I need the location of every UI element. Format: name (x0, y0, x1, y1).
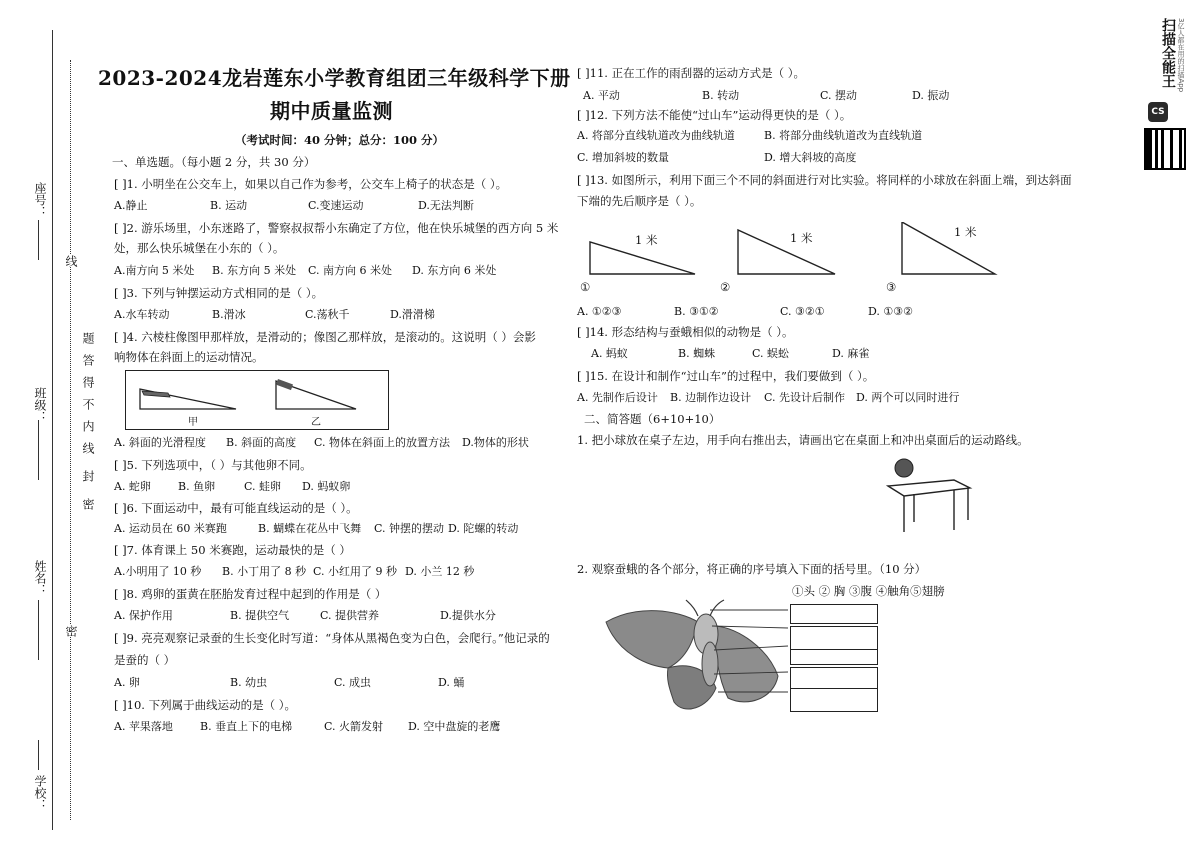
warn-char-3: 得 (81, 376, 95, 388)
question-9-option-a: A. 卵 (114, 676, 140, 689)
ramp-yi (276, 379, 356, 409)
question-8-option-b: B. 提供空气 (230, 609, 290, 622)
question-3-option-d: D.滑滑梯 (390, 308, 435, 321)
question-4-option-b: B. 斜面的高度 (226, 436, 297, 449)
seat-label: 座号： (33, 182, 47, 218)
question-5-option-d: D. 蚂蚁卵 (302, 480, 351, 493)
question-12-option-a: A. 将部分直线轨道改为曲线轨道 (577, 129, 735, 142)
section-2-heading: 二、简答题（6+10+10） (584, 412, 721, 426)
warn-char-8: 密 (81, 498, 95, 510)
name-underline (38, 600, 40, 660)
question-11-option-a: A. 平动 (583, 89, 620, 102)
question-10-stem: [ ]10. 下列属于曲线运动的是（ ）。 (114, 698, 296, 712)
question-2-option-a: A.南方向 5 米处 (114, 264, 195, 277)
answer-box-1[interactable] (790, 604, 878, 624)
question-1-option-a: A.静止 (114, 199, 148, 212)
question-11-option-d: D. 振动 (912, 89, 950, 102)
question-9-stem: [ ]9. 亮亮观察记录蚕的生长变化时写道：“身体从黑褐色变为白色，会爬行。”他记录的 (114, 631, 550, 645)
question-1-stem: [ ]1. 小明坐在公交车上，如果以自己作为参考，公交车上椅子的状态是（ ）。 (114, 177, 508, 191)
question-10-option-b: B. 垂直上下的电梯 (200, 720, 293, 733)
warn-char-6: 线 (81, 442, 95, 454)
question-3-option-b: B.滑冰 (212, 308, 246, 321)
watermark-title: 扫描全能王 (1160, 18, 1176, 88)
slope-3 (902, 222, 995, 274)
question-10-option-a: A. 苹果落地 (114, 720, 173, 733)
slope-2 (738, 230, 835, 274)
question-2-stem-cont: 处，那么快乐城堡在小东的（ ）。 (114, 241, 285, 255)
question-7-option-c: C. 小红用了 9 秒 (313, 565, 398, 578)
question-1-option-d: D.无法判断 (418, 199, 474, 212)
warn-char-4: 不 (81, 398, 95, 410)
slope-2-length: 1 米 (790, 231, 813, 245)
silkmoth-parts-legend: ①头 ② 胸 ③腹 ④触角⑤翅膀 (792, 584, 945, 598)
question-14-stem: [ ]14. 形态结构与蚕蛾相似的动物是（ ）。 (577, 325, 794, 339)
question-12-option-b: B. 将部分曲线轨道改为直线轨道 (764, 129, 923, 142)
question-7-option-d: D. 小兰 12 秒 (405, 565, 475, 578)
question-4-stem-cont: 响物体在斜面上的运动情况。 (114, 350, 264, 364)
question-7-option-a: A.小明用了 10 秒 (114, 565, 202, 578)
question-3-option-a: A.水车转动 (114, 308, 170, 321)
warn-char-5: 内 (81, 420, 95, 432)
warn-char-2: 答 (81, 354, 95, 366)
question-6-option-a: A. 运动员在 60 米赛跑 (114, 522, 227, 535)
question-6-option-c: C. 钟摆的摆动 (374, 522, 445, 535)
ramp-jia (140, 389, 236, 409)
class-underline (38, 420, 40, 480)
question-13-option-c: C. ③②① (780, 305, 825, 318)
slope-3-length: 1 米 (954, 225, 977, 239)
slope-1-number: ① (580, 280, 591, 294)
question-15-option-d: D. 两个可以同时进行 (856, 391, 960, 404)
question-11-option-c: C. 摆动 (820, 89, 858, 102)
question-7-option-b: B. 小丁用了 8 秒 (222, 565, 307, 578)
question-14-option-c: C. 蜈蚣 (752, 347, 790, 360)
slopes-figure (580, 222, 1010, 298)
question-15-option-b: B. 边制作边设计 (670, 391, 752, 404)
answer-box-4[interactable] (790, 667, 878, 689)
exam-title-line2: 期中质量监测 (270, 99, 393, 123)
margin-line-char: 线 (64, 255, 78, 267)
question-6-option-d: D. 陀螺的转动 (448, 522, 519, 535)
question-4-figure (125, 370, 389, 430)
question-12-stem: [ ]12. 下列方法不能使“过山车”运动得更快的是（ ）。 (577, 108, 852, 122)
margin-line-outer (52, 30, 54, 830)
question-9-option-d: D. 蛹 (438, 676, 465, 689)
class-label: 班级： (33, 387, 47, 423)
question-7-stem: [ ]7. 体育课上 50 米赛跑，运动最快的是（ ） (114, 543, 351, 557)
watermark-subtitle: 3亿人都在用的扫描App (1177, 18, 1185, 93)
question-10-option-d: D. 空中盘旋的老鹰 (408, 720, 501, 733)
question-14-option-a: A. 蚂蚁 (591, 347, 628, 360)
slope-2-number: ② (720, 280, 731, 294)
silkmoth-image (598, 598, 798, 720)
question-2-option-d: D. 东方向 6 米处 (412, 264, 497, 277)
figure-label-jia: 甲 (188, 417, 198, 428)
question-10-option-c: C. 火箭发射 (324, 720, 384, 733)
question-4-stem: [ ]4. 六棱柱像图甲那样放，是滑动的；像图乙那样放，是滚动的。这说明（ ）会影 (114, 330, 536, 344)
question-5-option-b: B. 鱼卵 (178, 480, 216, 493)
exam-meta: （考试时间：40 分钟；总分：100 分） (235, 133, 445, 147)
question-15-stem: [ ]15. 在设计和制作“过山车”的过程中，我们要做到（ ）。 (577, 369, 875, 383)
school-label: 学校： (33, 775, 47, 811)
question-9-option-c: C. 成虫 (334, 676, 372, 689)
answer-box-3[interactable] (790, 649, 878, 665)
question-13-stem: [ ]13. 如图所示，利用下面三个不同的斜面进行对比实验。将同样的小球放在斜面上端，到达斜面 (577, 173, 1072, 187)
school-underline (38, 740, 40, 770)
camscanner-logo: CS (1148, 102, 1168, 122)
short-answer-1: 1. 把小球放在桌子左边，用手向右推出去，请画出它在桌面上和冲出桌面后的运动路线。 (577, 433, 1029, 447)
warn-char-1: 题 (81, 332, 95, 344)
name-label: 姓名： (33, 560, 47, 596)
question-1-option-c: C.变速运动 (308, 199, 364, 212)
figure-label-yi: 乙 (311, 417, 321, 428)
question-1-option-b: B. 运动 (210, 199, 248, 212)
question-14-option-b: B. 蜘蛛 (678, 347, 716, 360)
short-answer-2: 2. 观察蚕蛾的各个部分，将正确的序号填入下面的括号里。（10 分） (577, 562, 927, 576)
question-11-stem: [ ]11. 正在工作的雨刮器的运动方式是（ ）。 (577, 66, 805, 80)
table-with-ball (884, 456, 974, 534)
qr-code-icon (1144, 128, 1186, 170)
answer-box-5[interactable] (790, 688, 878, 712)
question-13-option-b: B. ③①② (674, 305, 719, 318)
slope-3-number: ③ (886, 280, 897, 294)
question-9-option-b: B. 幼虫 (230, 676, 268, 689)
question-14-option-d: D. 麻雀 (832, 347, 870, 360)
section-1-heading: 一、单选题。（每小题 2 分，共 30 分） (112, 155, 316, 169)
seat-underline (38, 220, 40, 260)
question-9-stem-cont: 是蚕的（ ） (114, 653, 176, 667)
inclined-plane-figure (126, 371, 388, 429)
question-3-stem: [ ]3. 下列与钟摆运动方式相同的是（ ）。 (114, 286, 324, 300)
margin-line-inner (70, 60, 72, 820)
question-15-option-c: C. 先设计后制作 (764, 391, 846, 404)
slope-1-length: 1 米 (635, 233, 658, 247)
question-6-stem: [ ]6. 下面运动中，最有可能直线运动的是（ ）。 (114, 501, 358, 515)
question-4-option-c: C. 物体在斜面上的放置方法 (314, 436, 451, 449)
question-3-option-c: C.荡秋千 (305, 308, 350, 321)
question-13-stem-cont: 下端的先后顺序是（ ）。 (577, 194, 702, 208)
question-5-stem: [ ]5. 下列选项中，（ ）与其他卵不同。 (114, 458, 312, 472)
question-2-option-c: C. 南方向 6 米处 (308, 264, 393, 277)
question-13-option-d: D. ①③② (868, 305, 914, 318)
exam-title-line1: 2023-2024龙岩莲东小学教育组团三年级科学下册 (98, 66, 571, 90)
question-8-option-c: C. 提供营养 (320, 609, 380, 622)
warn-char-7: 封 (81, 470, 95, 482)
question-4-option-d: D.物体的形状 (462, 436, 529, 449)
question-8-option-d: D.提供水分 (440, 609, 496, 622)
table-top (888, 480, 970, 496)
question-11-option-b: B. 转动 (702, 89, 740, 102)
question-2-option-b: B. 东方向 5 米处 (212, 264, 297, 277)
table-figure (884, 456, 974, 534)
question-12-option-c: C. 增加斜坡的数量 (577, 151, 670, 164)
ball (895, 459, 913, 477)
question-4-option-a: A. 斜面的光滑程度 (114, 436, 206, 449)
question-2-stem: [ ]2. 游乐场里，小东迷路了，警察叔叔帮小东确定了方位，他在快乐城堡的西方向 5 米 (114, 221, 559, 235)
question-15-option-a: A. 先制作后设计 (577, 391, 658, 404)
question-6-option-b: B. 蝴蝶在花丛中飞舞 (258, 522, 362, 535)
question-5-option-a: A. 蛇卵 (114, 480, 151, 493)
question-8-stem: [ ]8. 鸡卵的蛋黄在胚胎发育过程中起到的作用是（ ） (114, 587, 387, 601)
question-12-option-d: D. 增大斜坡的高度 (764, 151, 857, 164)
margin-seal-char: 密 (64, 625, 78, 637)
question-13-option-a: A. ①②③ (577, 305, 622, 318)
silkmoth-figure (598, 598, 798, 720)
question-8-option-a: A. 保护作用 (114, 609, 173, 622)
question-5-option-c: C. 蛙卵 (244, 480, 282, 493)
answer-box-2[interactable] (790, 626, 878, 650)
